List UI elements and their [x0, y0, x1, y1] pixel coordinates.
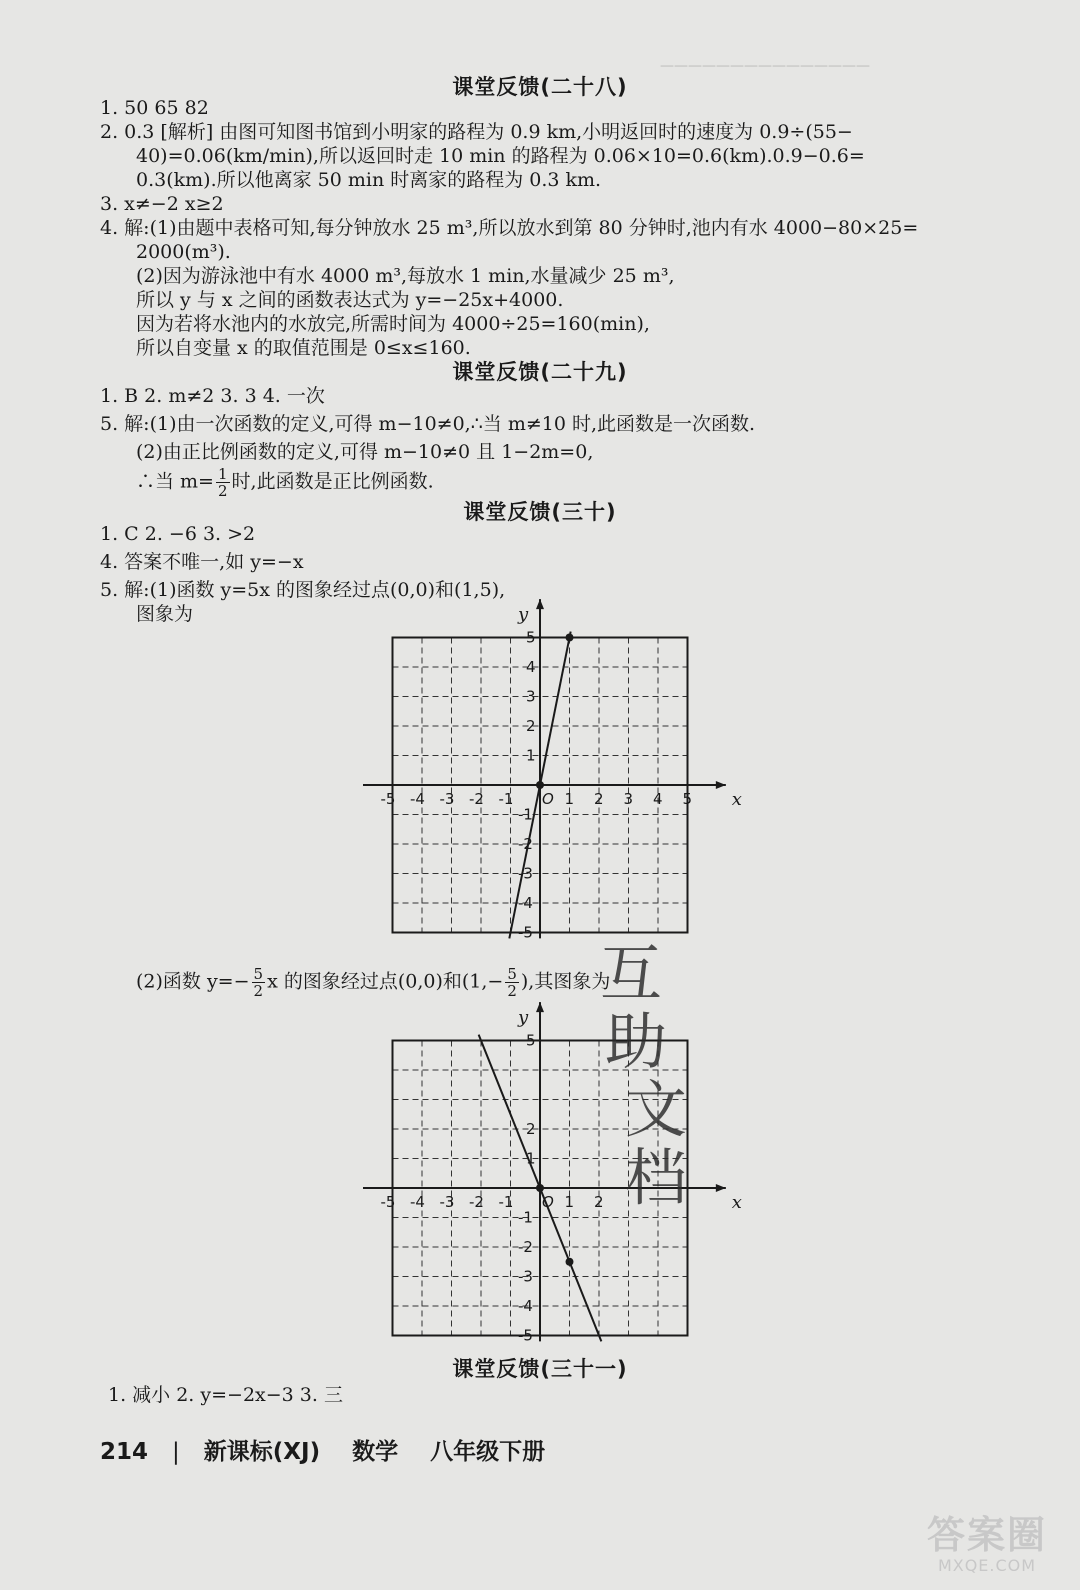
x-tick-label: O — [542, 790, 554, 808]
s29-line-3: (2)由正比例函数的定义,可得 m−10≠0 且 1−2m=0, — [136, 441, 594, 463]
y-tick-label: 1 — [526, 746, 536, 765]
s29-line-2: 5. 解:(1)由一次函数的定义,可得 m−10≠0,∴当 m≠10 时,此函数是一次函数. — [100, 413, 756, 435]
footer-subject: 数学 — [352, 1439, 399, 1465]
bleed-through: ——————————————— — [660, 58, 870, 74]
footer-series: 新课标(XJ) — [203, 1439, 321, 1465]
s28-line-1: 1. 50 65 82 — [100, 97, 209, 119]
fraction-one-half — [216, 466, 230, 499]
x-tick-label: -3 — [439, 790, 455, 808]
y-tick-label: -3 — [518, 1267, 533, 1286]
x-tick-label: -1 — [498, 790, 514, 808]
x-tick-label: -2 — [469, 790, 484, 808]
watermark-text: 答案圈 — [926, 1513, 1047, 1557]
section-title-30: 课堂反馈(三十) — [463, 500, 617, 524]
x-tick-label: -5 — [380, 1193, 396, 1211]
origin-point — [536, 1184, 544, 1192]
handwritten-note — [600, 937, 688, 1214]
y-axis-label: y — [518, 1006, 529, 1028]
x-tick-label: 1 — [564, 1193, 575, 1211]
y-tick-label: -2 — [518, 835, 533, 853]
section-title-29: 课堂反馈(二十九) — [452, 360, 628, 384]
x-tick-label: O — [542, 1193, 554, 1211]
x-tick-label: 1 — [564, 790, 575, 808]
x-tick-label: -2 — [469, 1193, 484, 1211]
marked-point — [566, 1258, 574, 1266]
s28-line-7: 2000(m³). — [136, 241, 231, 263]
watermark-logo — [912, 1514, 1062, 1576]
fraction-numerator: 5 — [507, 965, 517, 983]
fraction-denominator: 2 — [253, 982, 264, 1000]
x-tick-label: 4 — [653, 790, 663, 808]
footer-grade: 八年级下册 — [430, 1439, 546, 1465]
y-axis-arrow — [536, 1002, 544, 1012]
s28-line-3: 40)=0.06(km/min),所以返回时走 10 min 的路程为 0.06×10=0.6(km).0.9−0.6= — [136, 145, 865, 167]
part2-after: ),其图象为 — [520, 970, 611, 993]
s28-line-11: 所以自变量 x 的取值范围是 0≤x≤160. — [136, 337, 471, 359]
x-axis-label: x — [731, 1192, 742, 1213]
s28-line-9: 所以 y 与 x 之间的函数表达式为 y=−25x+4000. — [136, 289, 564, 311]
y-tick-label: -1 — [518, 805, 533, 824]
x-tick-label: 5 — [682, 790, 693, 808]
s30-line-1: 1. C 2. −6 3. >2 — [100, 523, 256, 545]
s29-line-4 — [136, 466, 434, 499]
s30-line-4: 图象为 — [136, 603, 194, 625]
s30-line-3: 5. 解:(1)函数 y=5x 的图象经过点(0,0)和(1,5), — [100, 579, 506, 601]
x-tick-label: -4 — [410, 1193, 425, 1211]
s29-frac-before: ∴当 m= — [136, 470, 214, 493]
x-axis-arrow — [716, 781, 726, 789]
y-tick-label: 1 — [526, 1149, 536, 1168]
marked-point — [566, 634, 574, 642]
handwriting-char-3: 文 — [625, 1073, 688, 1146]
x-axis-arrow — [716, 1184, 726, 1192]
handwriting-char-1: 互 — [600, 937, 663, 1010]
y-tick-label: -2 — [518, 1238, 533, 1256]
page-footer — [100, 1433, 545, 1466]
y-tick-label: 2 — [526, 717, 536, 735]
y-tick-label: 5 — [526, 628, 536, 647]
x-tick-label: -1 — [498, 1193, 514, 1211]
s29-line-1: 1. B 2. m≠2 3. 3 4. 一次 — [100, 385, 325, 407]
part2-before: (2)函数 y=− — [136, 970, 250, 993]
part2-mid: x 的图象经过点(0,0)和(1,− — [267, 970, 504, 993]
x-tick-label: 2 — [594, 790, 604, 808]
y-axis-label: y — [518, 603, 529, 625]
y-tick-label: -4 — [518, 894, 533, 912]
s29-frac-after: 时,此函数是正比例函数. — [231, 470, 434, 493]
watermark-url: MXQE.COM — [937, 1556, 1037, 1575]
x-axis-label: x — [731, 789, 742, 810]
y-tick-label: 3 — [526, 687, 536, 706]
fraction-five-halves-2 — [505, 966, 519, 999]
s31-line-1: 1. 减小 2. y=−2x−3 3. 三 — [108, 1384, 343, 1406]
x-tick-label: -5 — [380, 790, 396, 808]
y-axis-arrow — [536, 599, 544, 609]
y-tick-label: -4 — [518, 1297, 533, 1315]
y-tick-label: -1 — [518, 1208, 533, 1227]
s28-line-6: 4. 解:(1)由题中表格可知,每分钟放水 25 m³,所以放水到第 80 分钟时,池内有水 4000−80×25= — [100, 217, 919, 239]
graph-y-equals-5x — [375, 595, 742, 945]
footer-divider: | — [172, 1439, 180, 1465]
section-title-28: 课堂反馈(二十八) — [452, 75, 628, 99]
handwriting-char-4: 档 — [625, 1141, 688, 1214]
s30-part2-line — [136, 966, 610, 999]
s28-line-5: 3. x≠−2 x≥2 — [100, 193, 224, 215]
page-number: 214 — [100, 1439, 149, 1465]
y-tick-label: -5 — [518, 1326, 533, 1345]
s28-line-4: 0.3(km).所以他离家 50 min 时离家的路程为 0.3 km. — [136, 169, 602, 191]
fraction-numerator: 1 — [217, 465, 228, 483]
s28-line-8: (2)因为游泳池中有水 4000 m³,每放水 1 min,水量减少 25 m³, — [136, 265, 675, 287]
origin-point — [536, 781, 544, 789]
fraction-denominator: 2 — [217, 482, 228, 500]
y-tick-label: 2 — [526, 1120, 536, 1138]
x-tick-label: 3 — [623, 790, 634, 808]
s28-line-2: 2. 0.3 [解析] 由图可知图书馆到小明家的路程为 0.9 km,小明返回时的速度为 0.9÷(55− — [100, 121, 853, 143]
x-tick-label: 2 — [594, 1193, 604, 1211]
y-tick-label: -3 — [518, 864, 533, 883]
fraction-denominator: 2 — [507, 982, 517, 1000]
fraction-numerator: 5 — [253, 965, 264, 983]
y-tick-label: -5 — [518, 923, 533, 942]
y-tick-label: 5 — [526, 1031, 536, 1050]
y-tick-label: 4 — [526, 658, 536, 676]
fraction-five-halves-1 — [252, 966, 266, 999]
handwriting-char-2: 助 — [605, 1005, 668, 1078]
x-tick-label: -4 — [410, 790, 425, 808]
section-title-31: 课堂反馈(三十一) — [452, 1357, 628, 1381]
s30-line-2: 4. 答案不唯一,如 y=−x — [100, 551, 304, 573]
x-tick-label: -3 — [439, 1193, 455, 1211]
s28-line-10: 因为若将水池内的水放完,所需时间为 4000÷25=160(min), — [136, 313, 650, 335]
